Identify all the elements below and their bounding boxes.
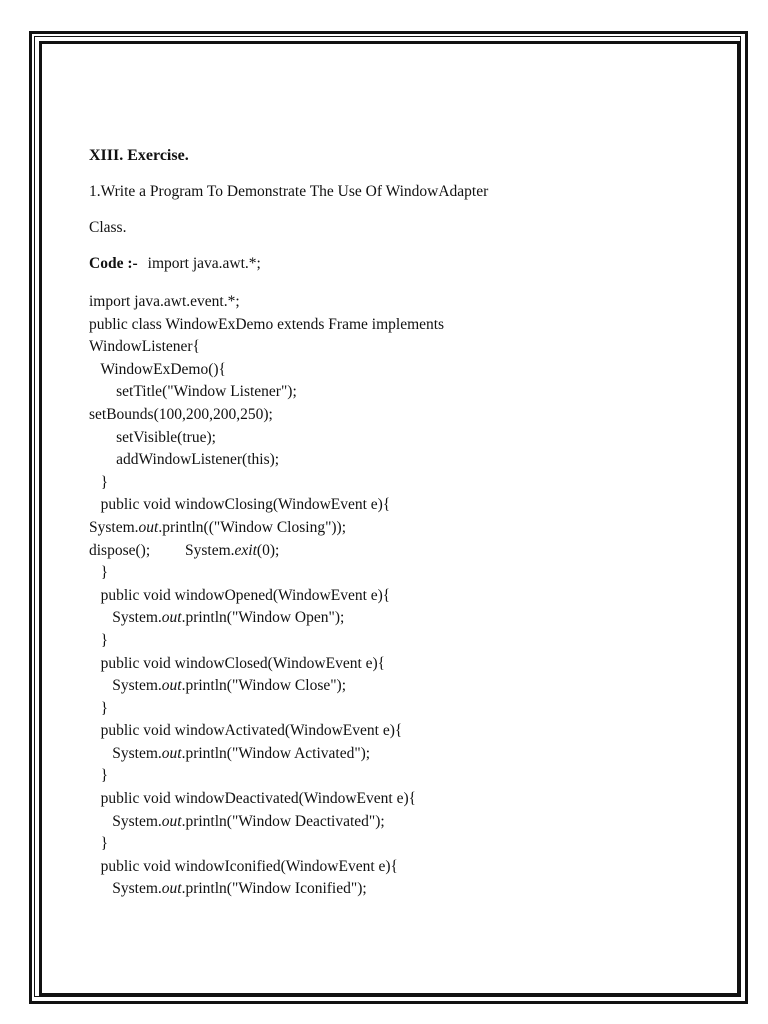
code-segment: out xyxy=(138,518,159,536)
code-segment: } xyxy=(89,699,109,717)
code-segment: .println(("Window Closing")); xyxy=(158,518,347,536)
code-segment: setBounds(100,200,200,250); xyxy=(89,405,273,423)
code-line xyxy=(89,359,444,382)
code-segment: .println("Window Iconified"); xyxy=(181,880,367,898)
code-segment: public class WindowExDemo extends Frame implements xyxy=(89,315,445,333)
code-line xyxy=(89,653,444,676)
code-segment: } xyxy=(89,631,109,649)
code-line xyxy=(89,811,444,834)
code-segment: .println("Window Deactivated"); xyxy=(181,812,385,830)
code-segment: System. xyxy=(89,609,162,627)
code-line xyxy=(89,698,444,721)
code-segment: public void windowActivated(WindowEvent e){ xyxy=(89,722,403,740)
code-segment: } xyxy=(89,564,109,582)
code-segment: } xyxy=(89,767,109,785)
code-line xyxy=(89,788,444,811)
code-segment: System. xyxy=(89,812,162,830)
code-line xyxy=(89,427,444,450)
code-segment: (0); xyxy=(256,541,280,559)
code-line xyxy=(89,675,444,698)
code-line xyxy=(89,517,444,540)
code-line xyxy=(89,833,444,856)
code-segment: public void windowDeactivated(WindowEvent e){ xyxy=(89,790,417,808)
code-line xyxy=(89,314,444,337)
code-line xyxy=(89,607,444,630)
code-intro-line xyxy=(89,255,261,273)
code-segment: } xyxy=(89,473,109,491)
code-line xyxy=(89,562,444,585)
code-line xyxy=(89,336,444,359)
code-segment: out xyxy=(161,677,182,695)
code-segment: System. xyxy=(89,518,139,536)
code-segment: out xyxy=(161,744,182,762)
code-label: Code :- xyxy=(89,255,138,272)
code-segment: addWindowListener(this); xyxy=(89,451,280,469)
code-first-line: import java.awt.*; xyxy=(147,255,261,272)
code-segment: out xyxy=(161,880,182,898)
code-segment: WindowExDemo(){ xyxy=(89,360,226,378)
code-segment: setVisible(true); xyxy=(89,428,216,446)
code-segment: } xyxy=(89,835,109,853)
code-line xyxy=(89,291,444,314)
code-segment: .println("Window Activated"); xyxy=(181,744,371,762)
code-line xyxy=(89,743,444,766)
code-segment: setTitle("Window Listener"); xyxy=(89,383,297,401)
code-segment: public void windowIconified(WindowEvent e){ xyxy=(89,857,398,875)
code-line xyxy=(89,765,444,788)
question-line-1: 1.Write a Program To Demonstrate The Use Of WindowAdapter xyxy=(89,183,489,200)
code-line xyxy=(89,404,444,427)
code-segment: public void windowClosed(WindowEvent e){ xyxy=(89,654,386,672)
code-segment: out xyxy=(161,609,182,627)
exercise-heading: XIII. Exercise. xyxy=(89,147,189,164)
code-segment: WindowListener{ xyxy=(89,338,200,356)
code-segment: exit xyxy=(234,541,257,559)
code-segment: out xyxy=(161,812,182,830)
code-segment: dispose(); System. xyxy=(89,541,235,559)
code-line xyxy=(89,720,444,743)
question-line-2: Class. xyxy=(89,219,127,236)
code-block xyxy=(89,291,444,901)
code-segment: public void windowOpened(WindowEvent e){ xyxy=(89,586,391,604)
code-segment: System. xyxy=(89,880,162,898)
code-segment: public void windowClosing(WindowEvent e){ xyxy=(89,496,391,514)
code-segment: .println("Window Open"); xyxy=(181,609,345,627)
code-line xyxy=(89,585,444,608)
code-segment: import java.awt.event.*; xyxy=(89,293,240,310)
code-segment: System. xyxy=(89,677,162,695)
code-segment: System. xyxy=(89,744,162,762)
code-line xyxy=(89,449,444,472)
code-line xyxy=(89,856,444,879)
code-line xyxy=(89,540,444,563)
code-line xyxy=(89,381,444,404)
code-segment: .println("Window Close"); xyxy=(181,677,347,695)
code-line xyxy=(89,630,444,653)
code-line xyxy=(89,494,444,517)
code-line xyxy=(89,878,444,901)
code-line xyxy=(89,472,444,495)
